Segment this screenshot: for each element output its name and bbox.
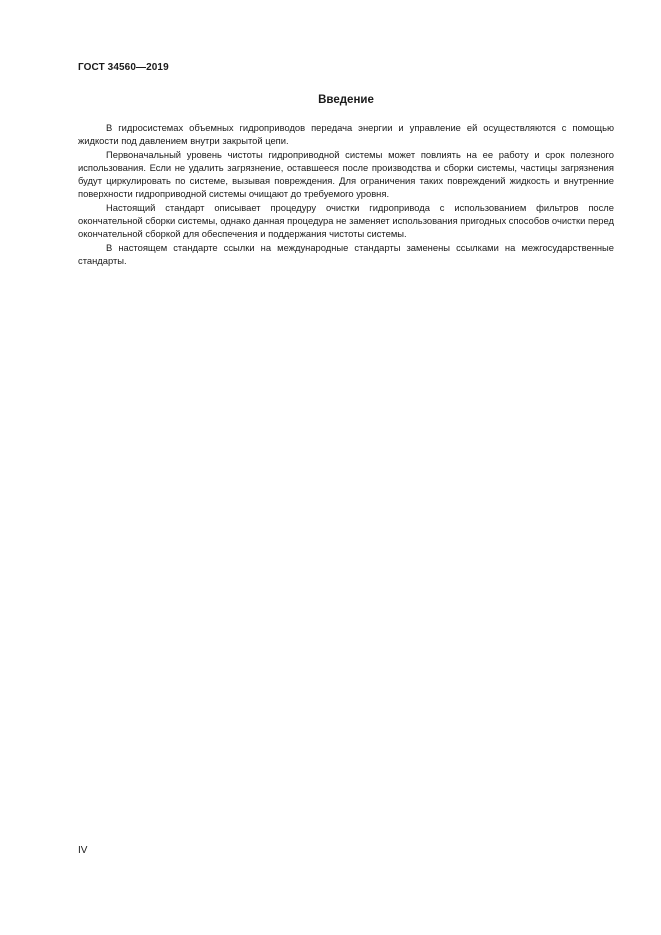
paragraph: В гидросистемах объемных гидроприводов передача энергии и управление ей осуществляются с помощью жидкости под давлением внутри закрытой цепи. — [78, 122, 614, 147]
paragraph: Настоящий стандарт описывает процедуру очистки гидропривода с использованием фильтров после окончательной сборки системы, однако данная процедура не заменяет использования пригодных способов очистки перед окончательной сборкой для обеспечения и поддержания чистоты системы. — [78, 201, 614, 240]
section-title: Введение — [318, 94, 374, 106]
section-body — [78, 121, 614, 267]
paragraph: Первоначальный уровень чистоты гидроприводной системы может повлиять на ее работу и срок полезного использования. Если не удалить загрязнение, оставшееся после производства и сборки системы, частицы загрязнения будут циркулировать по системе, вызывая повреждения. Для ограничения таких повреждений жидкость и внутренние поверхности гидроприводной системы очищают до требуемого уровня. — [78, 148, 614, 200]
standard-code-header: ГОСТ 34560—2019 — [78, 62, 169, 73]
paragraph: В настоящем стандарте ссылки на международные стандарты заменены ссылками на межгосударственные стандарты. — [78, 241, 614, 266]
page-number: IV — [78, 845, 88, 856]
